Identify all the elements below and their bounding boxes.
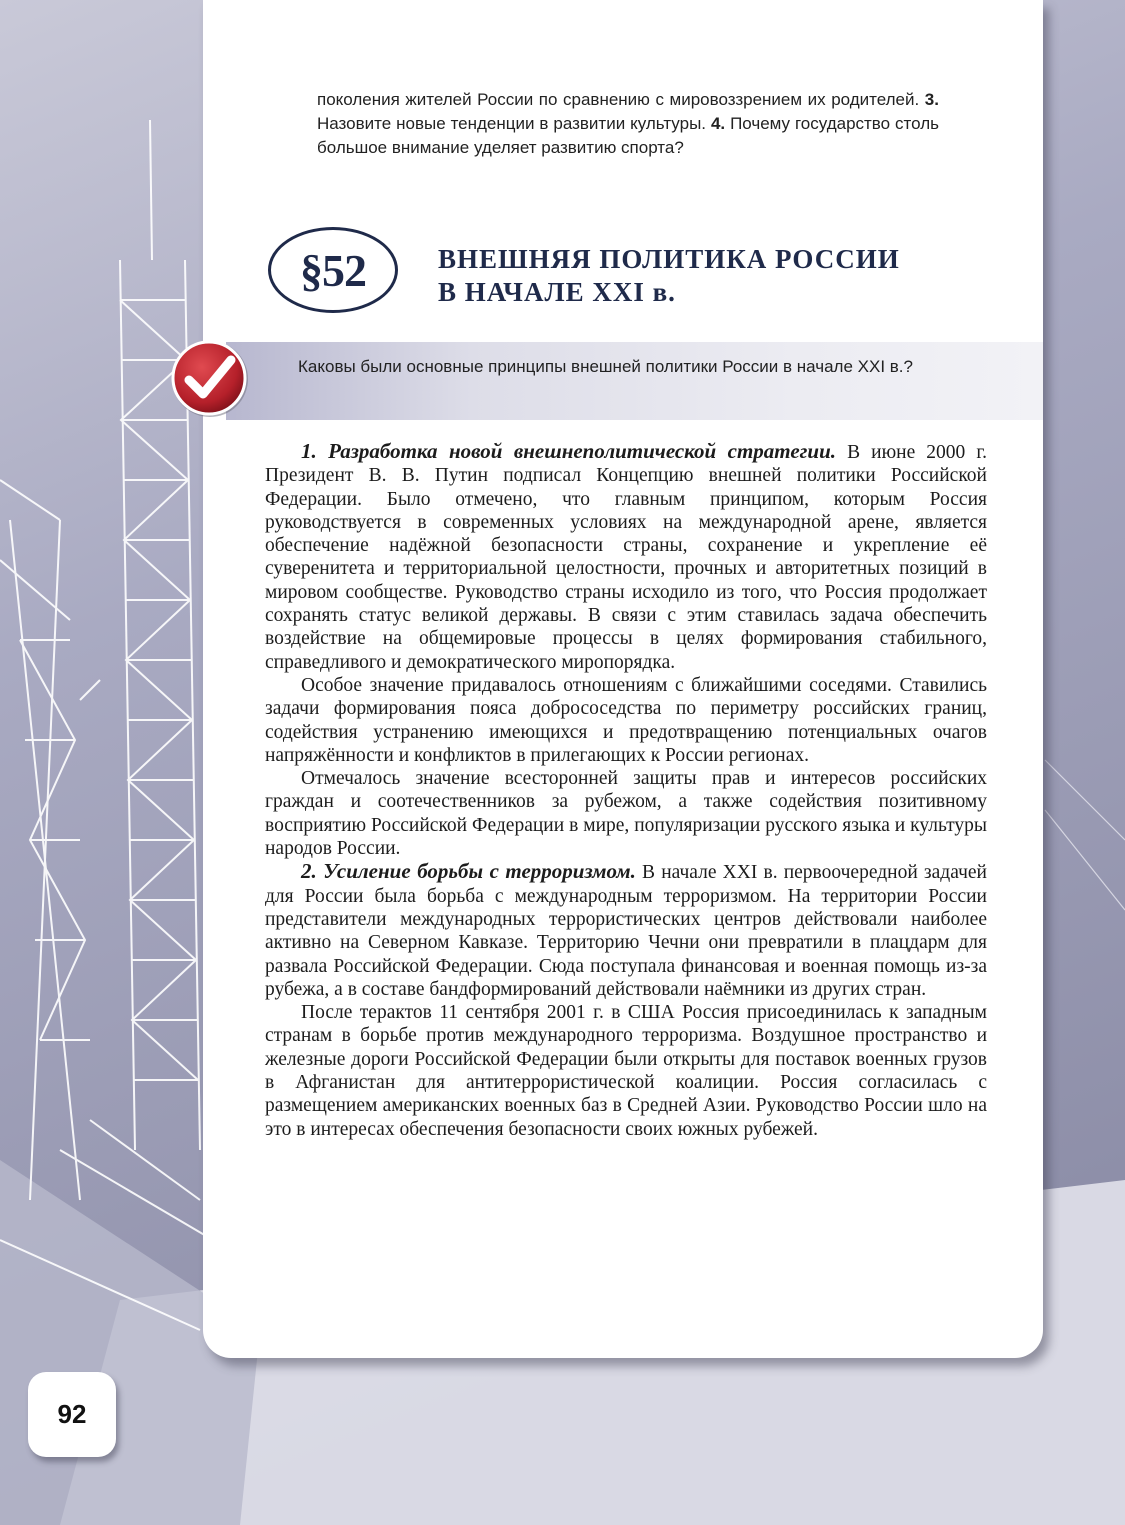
paragraph xyxy=(265,440,987,674)
key-question-band xyxy=(226,342,1043,420)
main-text xyxy=(265,440,987,1141)
question-text: родителей. xyxy=(831,90,925,109)
section-title-line: В НАЧАЛЕ XXI в. xyxy=(438,277,676,307)
question-number: 4. xyxy=(710,114,726,133)
question-text: поколения жителей России по сравнению с мировоззрением их xyxy=(317,90,826,109)
section-title-line: ВНЕШНЯЯ ПОЛИТИКА РОССИИ xyxy=(438,244,900,274)
subsection-heading: 2. Усиление борьбы с терроризмом. xyxy=(301,859,636,884)
subsection-heading: 1. Разработка новой внешнеполитической стратегии. xyxy=(301,439,837,463)
section-number-badge: §52 xyxy=(268,227,398,313)
question-text: Почему государство столь большое внимание уделяет развитию спорта? xyxy=(317,114,939,157)
previous-section-questions xyxy=(317,88,939,160)
paragraph xyxy=(265,860,987,1001)
section-title xyxy=(438,243,958,309)
question-number: 3. xyxy=(924,90,939,109)
question-text: Назовите новые тенденции в развитии культуры. xyxy=(317,114,707,133)
paragraph-text: В начале XXI в. первоочередной задачей для России была борьба с международным терроризмом. На территории России представители международных террористических центров действовали наиболее активно на Северном Кавказе. Территорию Чечни они превратили в плацдарм для развала Российской Федерации. Сюда поступала финансовая и военная помощь из-за рубежа, а в составе бандформирований действовали наёмники из других стран. xyxy=(265,862,987,1000)
key-question: Каковы были основные принципы внешней политики России в начале XXI в.? xyxy=(298,357,913,376)
checkmark-icon xyxy=(169,338,251,420)
paragraph: После терактов 11 сентября 2001 г. в США Россия присоединилась к западным странам в борьбе против международного терроризма. Воздушное пространство и железные дороги Российской Федерации были открыты для поставок военных грузов в Афганистан для антитеррористической коалиции. Россия согласилась с размещением американских военных баз в Средней Азии. Руководство России шло на это в интересах обеспечения безопасности своих южных рубежей. xyxy=(265,1002,987,1140)
paragraph: Отмечалось значение всесторонней защиты прав и интересов российских граждан и соотечественников за рубежом, а также содействия позитивному восприятию Российской Федерации в мире, популяризации русского языка и культуры народов России. xyxy=(265,768,987,860)
paragraph: Особое значение придавалось отношениям с ближайшими соседями. Ставились задачи формирования пояса добрососедства по периметру российских границ, содействия устранению имеющихся и предотвращению потенциальных очагов напряжённости и конфликтов в прилегающих к России регионах. xyxy=(265,674,987,766)
paragraph-text: В июне 2000 г. Президент В. В. Путин подписал Концепцию внешней политики Российской Федерации. Было отмечено, что главным принципом, которым Россия руководствуется в современных условиях на международной арене, является обеспечение надёжной безопасности страны, сохранение и укрепление её суверенитета и территориальной целостности, прочных и авторитетных позиций в мировом сообществе. Руководство страны исходило из того, что Россия продолжает сохранять статус великой державы. В связи с этим ставилась задача обеспечить воздействие на общемировые процессы в целях формирования стабильного, справедливого и демократического миропорядка. xyxy=(265,442,987,673)
page-number: 92 xyxy=(28,1372,116,1457)
